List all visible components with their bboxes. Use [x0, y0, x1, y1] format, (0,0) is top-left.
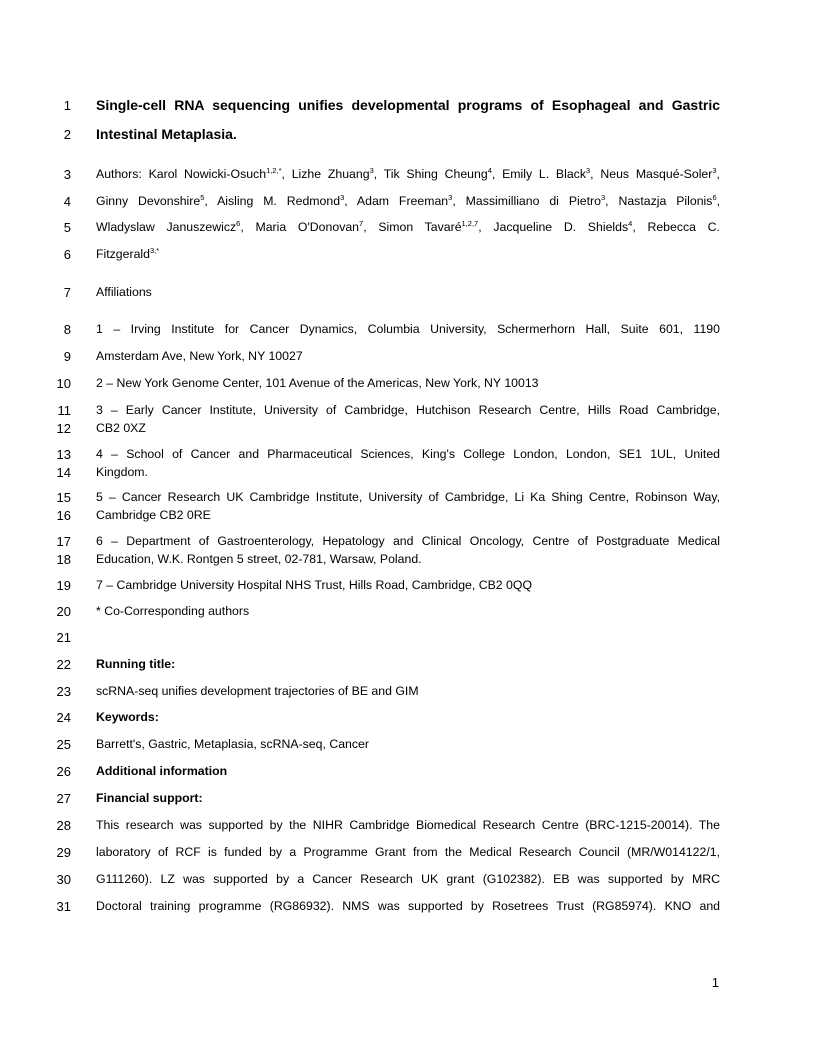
line-number: 23	[56, 684, 71, 699]
line-number: 29	[56, 845, 71, 860]
line-number: 7	[63, 285, 71, 300]
running-title-heading: Running title:	[96, 657, 176, 671]
author-name: Neus Masqué-Soler	[600, 167, 713, 181]
line-number: 18	[56, 552, 71, 567]
affiliation-2: 2 – New York Genome Center, 101 Avenue of the Americas, New York, NY 10013	[96, 376, 539, 390]
affiliation-7: 7 – Cambridge University Hospital NHS Trust, Hills Road, Cambridge, CB2 0QQ	[96, 578, 533, 592]
author-affiliation: 5	[200, 193, 205, 202]
line-number: 17	[56, 534, 71, 549]
author-affiliation: 6	[236, 219, 241, 228]
author-affiliation: 3	[369, 166, 374, 175]
author-affiliation: 1,2,*	[266, 166, 282, 175]
author-affiliation: 3	[585, 166, 591, 175]
line-number: 27	[56, 791, 71, 806]
author-affiliation: 4	[628, 219, 633, 228]
author-name: Wladyslaw Januszewicz	[96, 220, 237, 234]
author-name: Tik Shing Cheung	[383, 167, 488, 181]
author-affiliation: 1,2,7	[461, 219, 479, 228]
page-number: 1	[711, 975, 719, 990]
line-number: 2	[63, 127, 71, 142]
affiliation-6: 6 – Department of Gastroenterology, Hepatology and Clinical Oncology, Centre of Postgraduate Medical	[96, 534, 720, 548]
line-number: 22	[56, 657, 71, 672]
affiliation-4: 4 – School of Cancer and Pharmaceutical Sciences, King's College London, London, SE1 1UL, United	[96, 447, 720, 461]
affiliation-5: 5 – Cancer Research UK Cambridge Institute, University of Cambridge, Li Ka Shing Centre, Robinson Way,	[96, 490, 720, 504]
author-name: Aisling M. Redmond	[217, 194, 341, 208]
author-name: Simon Tavaré	[378, 220, 462, 234]
financial-support-line: Doctoral training programme (RG86932). NMS was supported by Rosetrees Trust (RG85974). KNO and	[96, 899, 720, 913]
author-name: Ginny Devonshire	[96, 194, 201, 208]
author-name: Nastazja Pilonis	[618, 194, 713, 208]
line-number: 28	[56, 818, 71, 833]
line-number: 10	[56, 376, 71, 391]
affiliation-1-cont: Amsterdam Ave, New York, NY 10027	[96, 349, 303, 363]
author-name: Jacqueline D. Shields	[493, 220, 629, 234]
author-name: Fitzgerald	[96, 247, 150, 261]
financial-support-line: This research was supported by the NIHR Cambridge Biomedical Research Centre (BRC-1215-20014). The	[96, 818, 720, 832]
authors-line-1: Authors: Karol Nowicki-Osuch$^{1,2,*}$, Lizhe Zhuang$^3$, Tik Shing Cheung$^4$, Emily L. Black$^3$, Neus Masqué-Soler$^3$,	[96, 166, 720, 181]
line-number: 13	[56, 447, 71, 462]
author-affiliation: 7	[359, 219, 364, 228]
affiliation-6-cont: Education, W.K. Rontgen 5 street, 02-781, Warsaw, Poland.	[96, 552, 422, 566]
line-number: 20	[56, 604, 71, 619]
financial-support-line: laboratory of RCF is funded by a Programme Grant from the Medical Research Council (MR/W014122/1,	[96, 845, 720, 859]
author-affiliation: 3	[448, 193, 453, 202]
line-number: 16	[56, 508, 71, 523]
affiliation-1: 1 – Irving Institute for Cancer Dynamics, Columbia University, Schermerhorn Hall, Suite 601, 1190	[96, 322, 720, 336]
financial-support-heading: Financial support:	[96, 791, 203, 805]
author-affiliation: 3,*	[150, 246, 160, 255]
author-name: Maria O'Donovan	[255, 220, 360, 234]
line-number: 9	[63, 349, 71, 364]
line-number: 5	[63, 220, 71, 235]
line-number: 21	[56, 630, 71, 645]
affiliation-4-cont: Kingdom.	[96, 465, 148, 479]
affiliation-3: 3 – Early Cancer Institute, University of Cambridge, Hutchison Research Centre, Hills Road Cambridge,	[96, 403, 720, 417]
affiliation-3-cont: CB2 0XZ	[96, 421, 146, 435]
corresponding-note: * Co-Corresponding authors	[96, 604, 250, 618]
author-affiliation: 6	[712, 193, 717, 202]
author-name: Massimilliano di Pietro	[465, 194, 601, 208]
affiliation-5-cont: Cambridge CB2 0RE	[96, 508, 211, 522]
line-number: 1	[63, 98, 71, 113]
paper-title-line-1: Single-cell RNA sequencing unifies developmental programs of Esophageal and Gastric	[96, 97, 720, 113]
line-number: 14	[56, 465, 71, 480]
line-number: 25	[56, 737, 71, 752]
line-number: 3	[63, 167, 71, 182]
author-affiliation: 3	[600, 193, 606, 202]
paper-title-line-2: Intestinal Metaplasia.	[96, 126, 237, 142]
authors-line-3: Wladyslaw Januszewicz$^6$, Maria O'Donovan$^7$, Simon Tavaré$^{1,2,7}$, Jacqueline D. Shields$^4$, Rebecca C.	[96, 219, 720, 234]
author-name: Karol Nowicki-Osuch	[148, 167, 267, 181]
author-name: Lizhe Zhuang	[291, 167, 370, 181]
line-number: 26	[56, 764, 71, 779]
author-name: Emily L. Black	[502, 167, 586, 181]
authors-prefix: Authors:	[96, 167, 149, 181]
line-number: 30	[56, 872, 71, 887]
keywords: Barrett's, Gastric, Metaplasia, scRNA-seq, Cancer	[96, 737, 369, 751]
authors-line-2: Ginny Devonshire$^5$, Aisling M. Redmond$^3$, Adam Freeman$^3$, Massimilliano di Pietro$^3$, Nastazja Pilonis$^6$,	[96, 193, 721, 208]
line-number: 6	[63, 247, 71, 262]
line-number: 15	[56, 490, 71, 505]
line-number: 19	[56, 578, 71, 593]
author-name: Adam Freeman	[356, 194, 449, 208]
running-title: scRNA-seq unifies development trajectories of BE and GIM	[96, 684, 419, 698]
author-affiliation: 4	[487, 166, 492, 175]
keywords-heading: Keywords:	[96, 710, 159, 724]
financial-support-line: G111260). LZ was supported by a Cancer Research UK grant (G102382). EB was supported by MRC	[96, 872, 720, 886]
line-number: 11	[57, 403, 71, 418]
author-name: Rebecca C.	[647, 220, 720, 234]
additional-info-heading: Additional information	[96, 764, 228, 778]
author-affiliation: 3	[712, 166, 717, 175]
line-number: 4	[63, 194, 71, 209]
affiliations-heading: Affiliations	[96, 285, 152, 299]
line-number: 12	[56, 421, 71, 436]
authors-line-4	[96, 247, 720, 261]
author-affiliation: 3	[340, 193, 345, 202]
line-number: 8	[63, 322, 71, 337]
line-number: 31	[56, 899, 71, 914]
line-number: 24	[56, 710, 71, 725]
